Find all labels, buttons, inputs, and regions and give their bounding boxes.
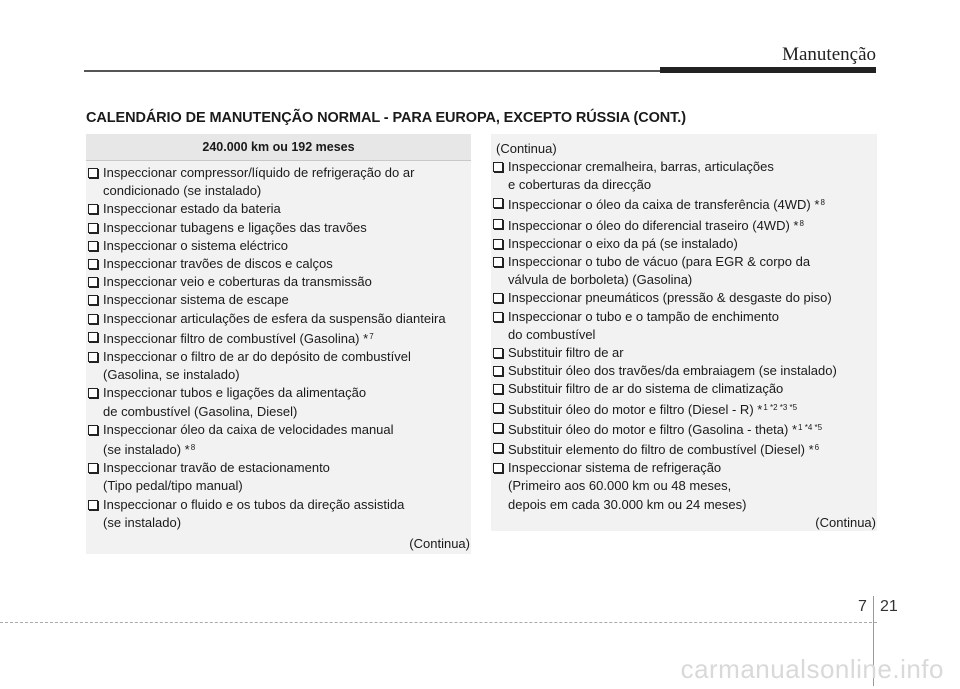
item-text: Substituir elemento do filtro de combustível (Diesel) * <box>508 442 814 458</box>
checklist-item <box>491 459 877 514</box>
item-text: (se instalado) <box>103 514 182 530</box>
item-text: Substituir filtro de ar <box>508 345 624 361</box>
item-text: e coberturas da direcção <box>508 177 652 193</box>
interval-heading: 240.000 km ou 192 meses <box>86 134 471 161</box>
checklist-item <box>491 194 877 214</box>
checklist-item <box>491 419 877 439</box>
item-text: Inspeccionar travão de estacionamento <box>103 460 330 476</box>
item-text: Inspeccionar travões de discos e calços <box>103 256 333 272</box>
item-text: válvula de borboleta) (Gasolina) <box>508 272 693 288</box>
checkbox-icon <box>88 332 98 342</box>
checkbox-icon <box>493 257 503 267</box>
checkbox-icon <box>493 463 503 473</box>
checkbox-icon <box>88 314 98 324</box>
checkbox-icon <box>88 241 98 251</box>
checklist-item <box>86 496 471 532</box>
item-text: Inspeccionar compressor/líquido de refrigeração do ar <box>103 165 415 180</box>
checklist-item <box>491 215 877 235</box>
checkbox-icon <box>493 423 503 433</box>
running-header-title: Manutenção <box>782 44 876 65</box>
item-text: Inspeccionar estado da bateria <box>103 201 281 217</box>
checkbox-icon <box>88 168 98 178</box>
footnote-marker: 6 <box>814 443 820 453</box>
checkbox-icon <box>88 352 98 362</box>
footer-rule <box>0 622 877 624</box>
checklist-item <box>491 235 877 253</box>
checklist-item <box>491 344 877 362</box>
item-text: (Primeiro aos 60.000 km ou 48 meses, <box>508 478 732 494</box>
checklist-item <box>491 253 877 289</box>
checkbox-icon <box>493 239 503 249</box>
watermark: carmanualsonline.info <box>680 654 944 684</box>
item-text: Inspeccionar pneumáticos (pressão & desgaste do piso) <box>508 290 832 306</box>
checklist-item <box>491 158 877 194</box>
checkbox-icon <box>88 425 98 435</box>
checklist-item <box>86 200 471 218</box>
left-schedule-panel <box>86 134 471 554</box>
checkbox-icon <box>88 388 98 398</box>
right-item-list <box>491 158 877 514</box>
item-text: Inspeccionar articulações de esfera da suspensão dianteira <box>103 310 446 326</box>
checklist-item <box>86 291 471 309</box>
item-text: Substituir óleo dos travões/da embraiagem (se instalado) <box>508 363 837 379</box>
header-rule-accent <box>660 67 876 73</box>
checklist-item <box>491 399 877 419</box>
item-text: Inspeccionar o óleo do diferencial traseiro (4WD) * <box>508 217 799 233</box>
checkbox-icon <box>88 259 98 269</box>
item-text: depois em cada 30.000 km ou 24 meses) <box>508 496 747 512</box>
checklist-item <box>491 308 877 344</box>
footnote-marker: 8 <box>190 443 196 453</box>
header-rule <box>84 70 674 72</box>
item-text: Inspeccionar o óleo da caixa de transferência (4WD) * <box>508 197 820 213</box>
checklist-item <box>86 219 471 237</box>
checklist-item <box>86 310 471 328</box>
item-text: do combustível <box>508 326 596 342</box>
section-title: CALENDÁRIO DE MANUTENÇÃO NORMAL - PARA EUROPA, EXCEPTO RÚSSIA (CONT.) <box>86 110 686 126</box>
checkbox-icon <box>493 384 503 394</box>
checklist-item <box>86 328 471 348</box>
checkbox-icon <box>493 348 503 358</box>
checklist-item <box>86 348 471 384</box>
checkbox-icon <box>88 295 98 305</box>
item-text: Inspeccionar óleo da caixa de velocidades manual <box>103 421 394 437</box>
item-text: Inspeccionar o sistema eléctrico <box>103 237 288 253</box>
checklist-item <box>86 255 471 273</box>
item-text: Inspeccionar filtro de combustível (Gasolina) * <box>103 330 369 346</box>
left-item-list <box>86 161 471 532</box>
item-text: Substituir óleo do motor e filtro (Diesel - R) * <box>508 401 763 417</box>
checklist-item <box>86 273 471 291</box>
item-text: (Gasolina, se instalado) <box>103 367 240 383</box>
item-text: de combustível (Gasolina, Diesel) <box>103 403 298 419</box>
footnote-marker: 7 <box>369 331 374 341</box>
checklist-item <box>491 289 877 307</box>
footnote-marker: 8 <box>799 218 804 228</box>
item-text: Inspeccionar o tubo e o tampão de enchimento <box>508 308 780 324</box>
item-text: Inspeccionar cremalheira, barras, articulações <box>508 159 774 174</box>
chapter-number: 7 <box>858 598 867 615</box>
item-text: (Tipo pedal/tipo manual) <box>103 478 243 494</box>
checkbox-icon <box>493 198 503 208</box>
checkbox-icon <box>493 162 503 172</box>
checklist-item <box>491 362 877 380</box>
item-text: Inspeccionar o filtro de ar do depósito de combustível <box>103 349 411 365</box>
checklist-item <box>86 164 471 200</box>
item-text: Inspeccionar o eixo da pá (se instalado) <box>508 235 738 251</box>
checklist-item <box>491 439 877 459</box>
item-text: Inspeccionar o fluido e os tubos da direção assistida <box>103 496 405 512</box>
right-schedule-panel <box>491 134 877 531</box>
checkbox-icon <box>493 312 503 322</box>
checklist-item <box>86 237 471 255</box>
footnote-marker: 1 *4 *5 <box>798 422 823 432</box>
item-text: Substituir óleo do motor e filtro (Gasolina - theta) * <box>508 421 798 437</box>
checkbox-icon <box>88 277 98 287</box>
checklist-item <box>86 384 471 420</box>
item-text: Inspeccionar tubagens e ligações das travões <box>103 219 367 235</box>
checkbox-icon <box>88 463 98 473</box>
continued-top-label: (Continua) <box>496 141 557 156</box>
checklist-item <box>86 421 471 459</box>
checkbox-icon <box>88 500 98 510</box>
item-text: Inspeccionar o tubo de vácuo (para EGR & corpo da <box>508 254 811 270</box>
item-text: Inspeccionar sistema de refrigeração <box>508 460 722 476</box>
checkbox-icon <box>493 403 503 413</box>
checklist-item <box>491 380 877 398</box>
checkbox-icon <box>493 366 503 376</box>
item-text: condicionado (se instalado) <box>103 183 262 199</box>
checkbox-icon <box>493 293 503 303</box>
checkbox-icon <box>88 204 98 214</box>
footnote-marker: 8 <box>820 198 825 208</box>
item-text: Inspeccionar tubos e ligações da alimentação <box>103 385 367 401</box>
checkbox-icon <box>88 223 98 233</box>
checklist-item <box>86 459 471 495</box>
checkbox-icon <box>493 219 503 229</box>
continued-label: (Continua) <box>409 536 470 552</box>
page-number: 21 <box>880 598 898 615</box>
item-text: (se instalado) * <box>103 442 190 458</box>
item-text: Inspeccionar sistema de escape <box>103 292 289 308</box>
item-text: Inspeccionar veio e coberturas da transmissão <box>103 274 372 290</box>
item-text: Substituir filtro de ar do sistema de climatização <box>508 381 784 397</box>
checkbox-icon <box>493 443 503 453</box>
footnote-marker: 1 *2 *3 *5 <box>763 402 798 412</box>
continued-label: (Continua) <box>815 514 876 530</box>
